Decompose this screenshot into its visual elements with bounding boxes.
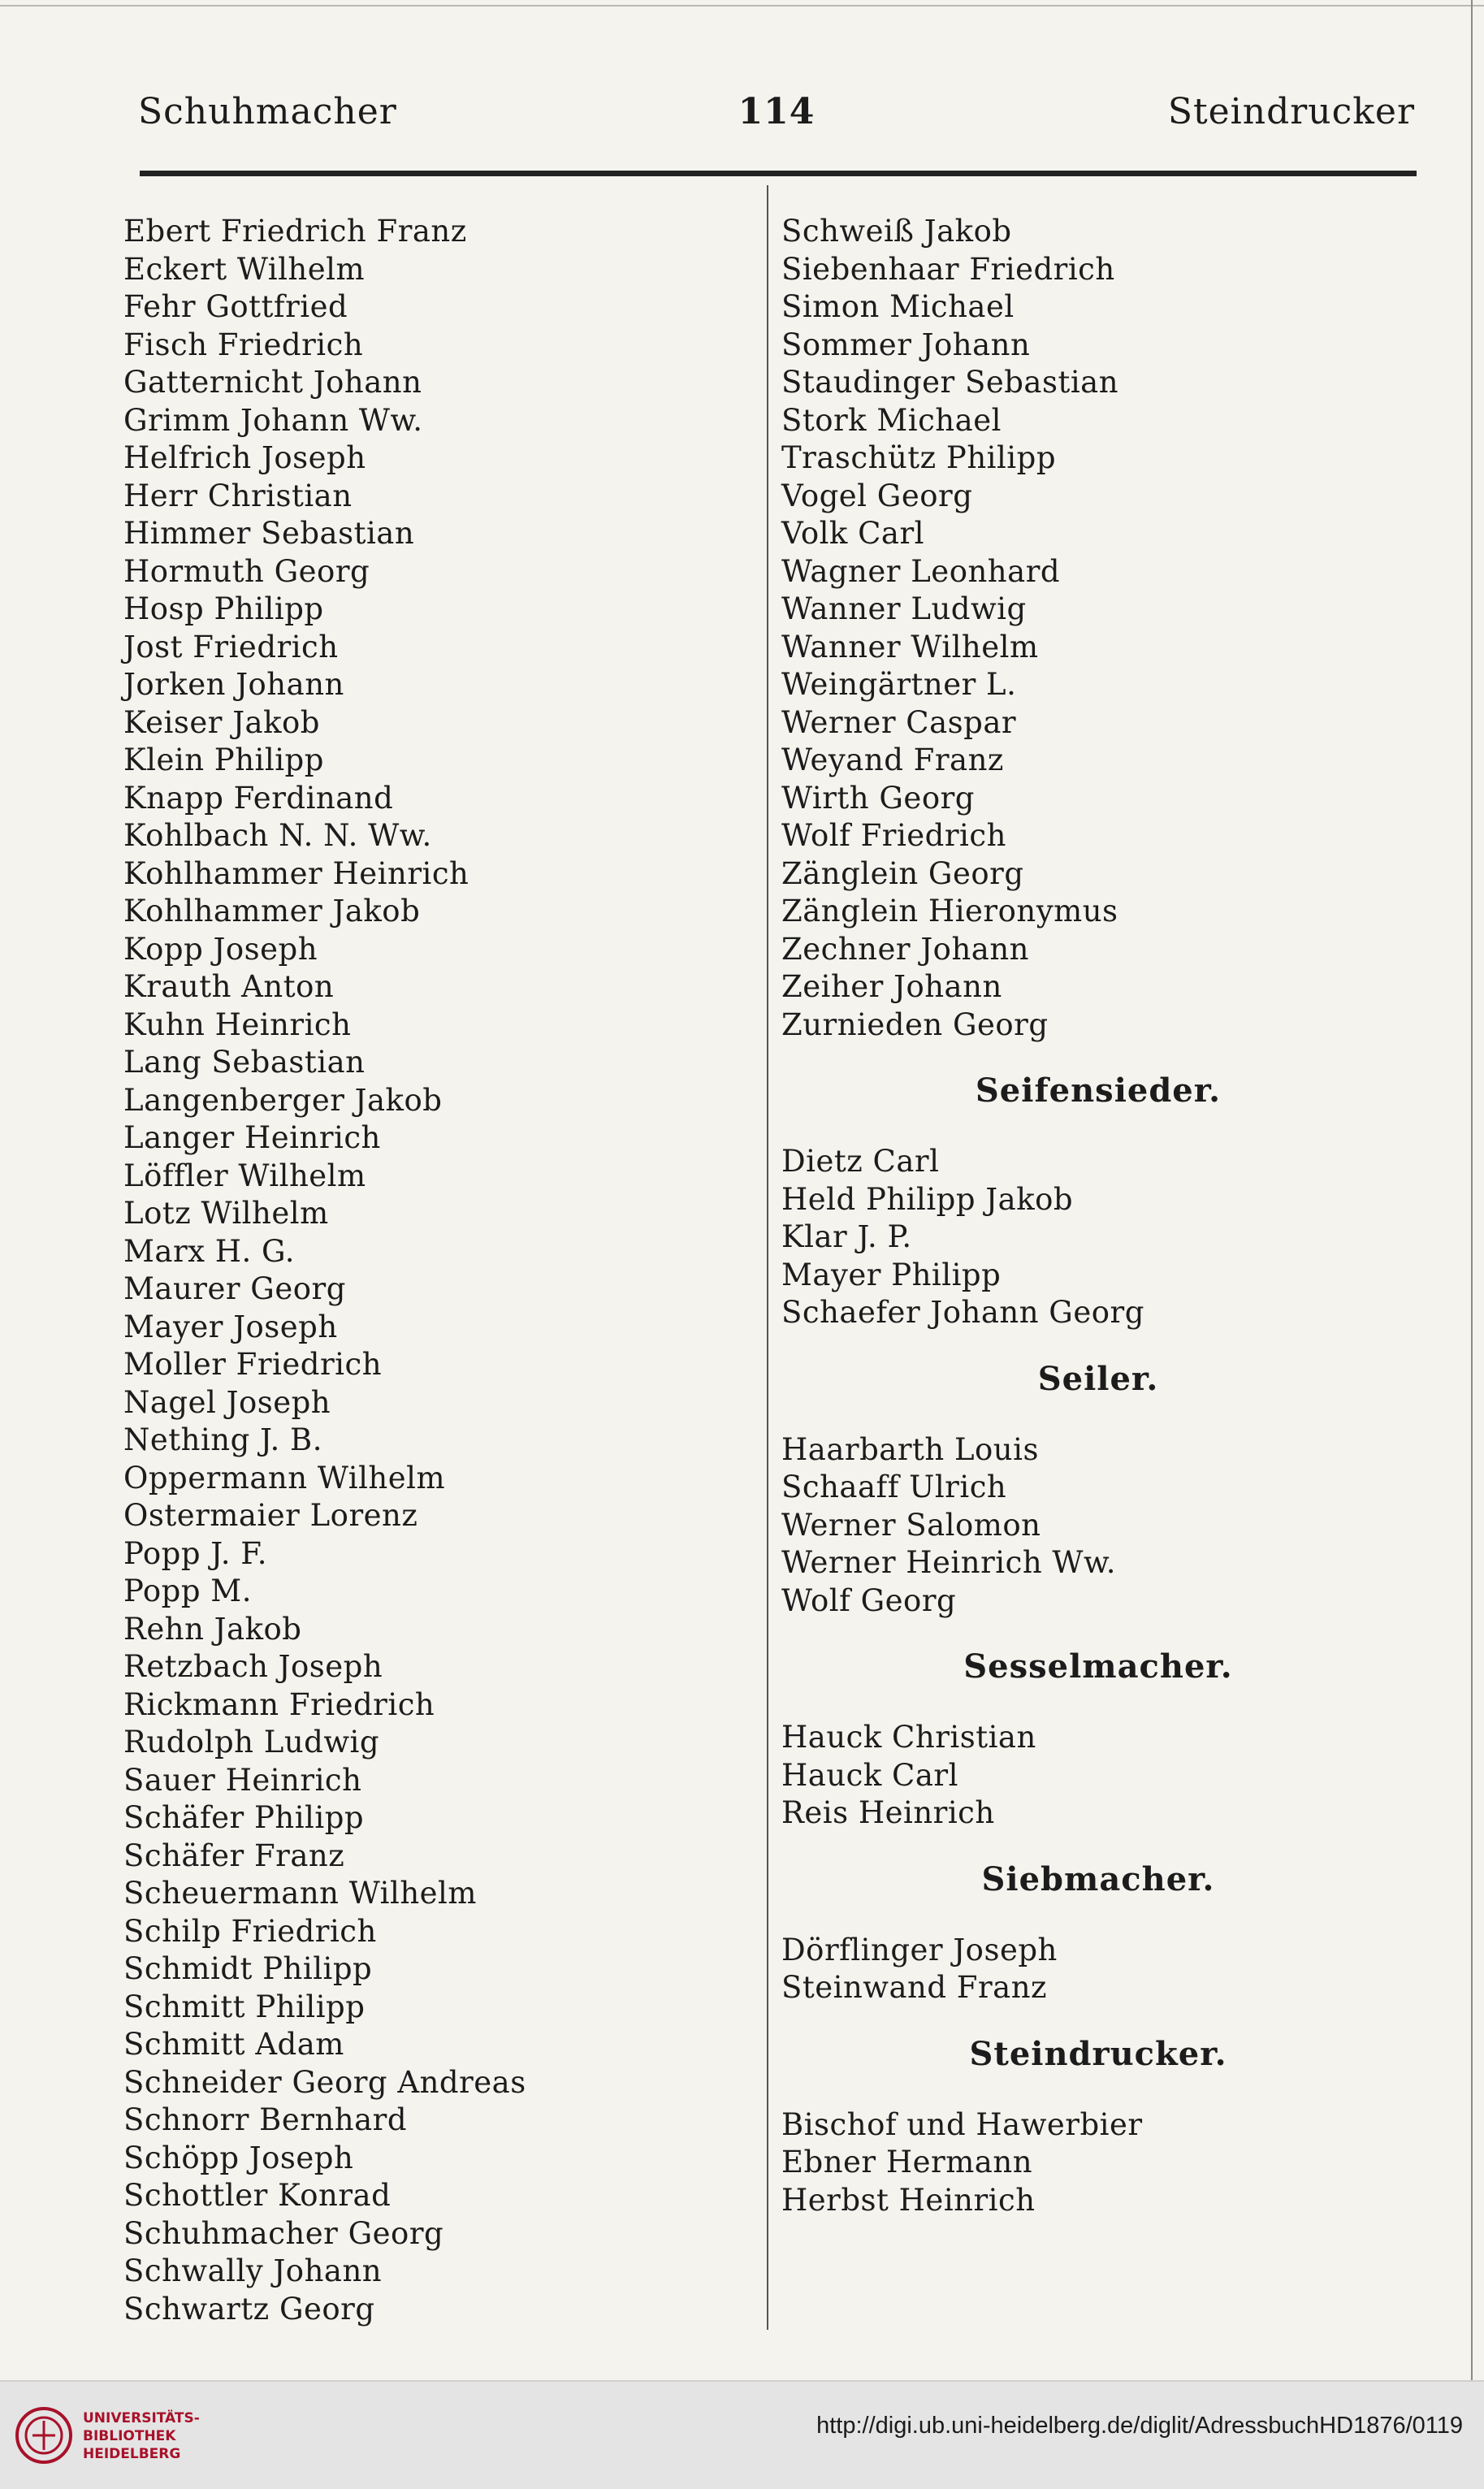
directory-entry: Hauck Christian xyxy=(781,1720,1036,1755)
directory-entry: Hormuth Georg xyxy=(123,553,370,589)
directory-entry: Löffler Wilhelm xyxy=(123,1158,366,1193)
directory-entry: Langer Heinrich xyxy=(123,1120,381,1155)
directory-entry: Hauck Carl xyxy=(781,1757,958,1793)
directory-entry: Wanner Wilhelm xyxy=(781,629,1039,664)
header-right-keyword: Steindrucker xyxy=(1167,91,1415,132)
source-url-link[interactable]: http://digi.ub.uni-heidelberg.de/diglit/AdressbuchHD1876/0119 xyxy=(816,2413,1463,2439)
directory-entry: Fisch Friedrich xyxy=(123,327,364,362)
page-right-edge xyxy=(1471,0,1473,2380)
directory-entry: Siebenhaar Friedrich xyxy=(781,251,1115,287)
directory-entry: Schaefer Johann Georg xyxy=(781,1295,1144,1330)
directory-entry: Klein Philipp xyxy=(123,742,324,777)
trade-section-heading: Steindrucker. xyxy=(969,2034,1227,2073)
directory-entry: Schuhmacher Georg xyxy=(123,2215,444,2251)
running-head xyxy=(138,91,1415,148)
directory-entry: Schöpp Joseph xyxy=(123,2140,354,2175)
directory-entry: Jorken Johann xyxy=(123,667,344,702)
directory-entry: Sauer Heinrich xyxy=(123,1762,362,1798)
directory-entry: Kohlbach N. N. Ww. xyxy=(123,818,432,853)
directory-entry: Marx H. G. xyxy=(123,1233,296,1269)
directory-entry: Schmidt Philipp xyxy=(123,1951,373,1986)
university-seal-icon xyxy=(15,2406,73,2465)
directory-entry: Fehr Gottfried xyxy=(123,289,348,324)
directory-entry: Volk Carl xyxy=(781,516,925,551)
directory-entry: Werner Salomon xyxy=(781,1507,1041,1543)
directory-entry: Ebert Friedrich Franz xyxy=(123,214,467,249)
directory-entry: Kohlhammer Jakob xyxy=(123,894,421,929)
header-left-keyword: Schuhmacher xyxy=(138,91,397,132)
directory-entry: Held Philipp Jakob xyxy=(781,1181,1074,1217)
directory-entry: Nagel Joseph xyxy=(123,1384,331,1420)
directory-entry: Steinwand Franz xyxy=(781,1970,1048,2005)
directory-entry: Lang Sebastian xyxy=(123,1045,366,1080)
library-line: UNIVERSITÄTS- xyxy=(83,2410,200,2426)
page-top-edge xyxy=(0,0,1484,6)
directory-entry: Schnorr Bernhard xyxy=(123,2102,408,2137)
directory-entry: Schaaff Ulrich xyxy=(781,1470,1007,1504)
directory-entry: Kohlhammer Heinrich xyxy=(123,855,469,891)
directory-entry: Werner Heinrich Ww. xyxy=(781,1545,1117,1580)
directory-entry: Dietz Carl xyxy=(781,1144,940,1179)
directory-entry: Gatternicht Johann xyxy=(123,365,422,400)
directory-entry: Schwally Johann xyxy=(123,2253,383,2288)
directory-entry: Ebner Hermann xyxy=(781,2145,1033,2179)
directory-entry: Knapp Ferdinand xyxy=(123,780,394,816)
directory-entry: Grimm Johann Ww. xyxy=(123,402,423,438)
directory-entry: Helfrich Joseph xyxy=(123,440,366,475)
directory-entry: Zänglein Georg xyxy=(781,855,1024,891)
directory-entry: Wolf Georg xyxy=(781,1582,957,1618)
directory-entry: Himmer Sebastian xyxy=(123,516,415,551)
directory-entry: Jost Friedrich xyxy=(123,629,339,664)
directory-entry: Maurer Georg xyxy=(123,1271,346,1306)
directory-entry: Schäfer Franz xyxy=(123,1838,345,1873)
directory-entry: Schmitt Adam xyxy=(123,2027,344,2062)
directory-entry: Kuhn Heinrich xyxy=(123,1006,352,1042)
directory-entry: Zurnieden Georg xyxy=(781,1006,1049,1042)
directory-entry: Schwartz Georg xyxy=(123,2291,375,2327)
directory-entry: Sommer Johann xyxy=(781,327,1031,362)
directory-entry: Wirth Georg xyxy=(781,780,975,816)
directory-entry: Klar J. P. xyxy=(781,1219,912,1254)
directory-entry: Rudolph Ludwig xyxy=(123,1725,380,1760)
directory-entry: Traschütz Philipp xyxy=(781,440,1057,475)
directory-entry: Herbst Heinrich xyxy=(781,2182,1036,2218)
directory-entry: Ostermaier Lorenz xyxy=(123,1498,418,1533)
directory-entry: Schmitt Philipp xyxy=(123,1989,366,2024)
directory-entry: Schäfer Philipp xyxy=(123,1800,365,1835)
directory-entry: Scheuermann Wilhelm xyxy=(123,1876,477,1911)
directory-entry: Popp J. F. xyxy=(123,1535,267,1571)
directory-entry: Lotz Wilhelm xyxy=(123,1196,329,1231)
directory-entry: Schweiß Jakob xyxy=(781,214,1012,249)
directory-entry: Herr Christian xyxy=(123,478,353,513)
right-column xyxy=(781,213,1415,2219)
directory-entry: Zeiher Johann xyxy=(781,969,1002,1004)
directory-entry: Popp M. xyxy=(123,1573,252,1608)
library-line: HEIDELBERG xyxy=(83,2446,181,2462)
directory-entry: Stork Michael xyxy=(781,402,1002,438)
directory-entry: Retzbach Joseph xyxy=(123,1649,383,1684)
page-number: 114 xyxy=(738,91,816,132)
directory-entry: Moller Friedrich xyxy=(123,1347,383,1382)
directory-entry: Zänglein Hieronymus xyxy=(781,894,1118,929)
directory-entry: Mayer Joseph xyxy=(123,1309,338,1344)
directory-entry: Wanner Ludwig xyxy=(781,591,1027,626)
directory-entry: Schneider Georg Andreas xyxy=(123,2064,526,2100)
trade-section-heading: Siebmacher. xyxy=(981,1859,1215,1898)
directory-entry: Eckert Wilhelm xyxy=(123,251,366,287)
directory-entry: Werner Caspar xyxy=(781,704,1017,740)
directory-entry: Dörflinger Joseph xyxy=(781,1932,1058,1967)
directory-entry: Haarbarth Louis xyxy=(781,1431,1039,1467)
left-column xyxy=(123,213,741,2328)
directory-entry: Weyand Franz xyxy=(781,742,1004,777)
directory-entry: Mayer Philipp xyxy=(781,1257,1002,1292)
directory-entry: Rickmann Friedrich xyxy=(123,1686,435,1722)
directory-entry: Krauth Anton xyxy=(123,969,335,1004)
trade-section-heading: Seifensieder. xyxy=(975,1071,1222,1110)
footer-bar xyxy=(0,2380,1484,2489)
directory-entry: Rehn Jakob xyxy=(123,1611,302,1647)
column-divider xyxy=(767,185,768,2330)
directory-entry: Oppermann Wilhelm xyxy=(123,1460,446,1496)
directory-entry: Schottler Konrad xyxy=(123,2178,392,2213)
header-rule xyxy=(140,171,1417,176)
directory-entry: Kopp Joseph xyxy=(123,931,318,967)
directory-entry: Zechner Johann xyxy=(781,931,1029,967)
directory-entry: Wolf Friedrich xyxy=(781,818,1006,853)
directory-entry: Langenberger Jakob xyxy=(123,1082,443,1118)
trade-section-heading: Sesselmacher. xyxy=(963,1647,1233,1686)
directory-entry: Staudinger Sebastian xyxy=(781,365,1119,400)
directory-entry: Simon Michael xyxy=(781,289,1015,324)
directory-entry: Reis Heinrich xyxy=(781,1795,995,1830)
directory-entry: Vogel Georg xyxy=(781,478,973,513)
directory-entry: Weingärtner L. xyxy=(781,667,1017,702)
directory-entry: Bischof und Hawerbier xyxy=(781,2106,1143,2142)
directory-entry: Keiser Jakob xyxy=(123,704,320,740)
directory-entry: Hosp Philipp xyxy=(123,591,324,626)
directory-entry: Wagner Leonhard xyxy=(781,553,1061,589)
directory-entry: Nething J. B. xyxy=(123,1422,323,1457)
library-line: BIBLIOTHEK xyxy=(83,2428,176,2444)
trade-section-heading: Seiler. xyxy=(1037,1359,1159,1398)
directory-entry: Schilp Friedrich xyxy=(123,1913,377,1949)
library-name xyxy=(83,2409,200,2463)
